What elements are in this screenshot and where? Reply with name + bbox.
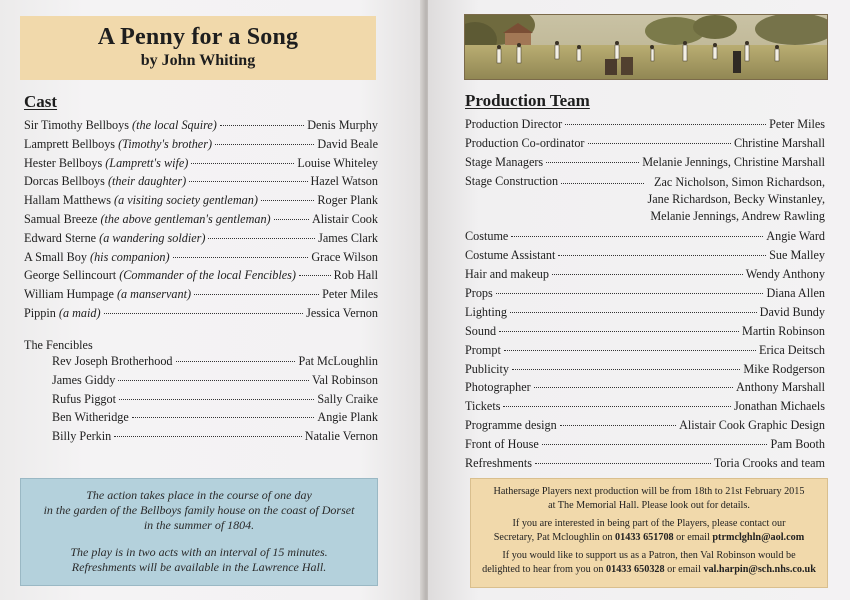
cast-row <box>24 118 378 133</box>
cast-row <box>24 231 378 246</box>
actor-name: Louise Whiteley <box>297 155 378 170</box>
dot-leader <box>510 312 757 313</box>
character-name: Rev Joseph Brotherhood <box>52 354 173 368</box>
character-description: (the local Squire) <box>132 118 217 132</box>
actor-name: Rob Hall <box>333 268 378 283</box>
character-description: (the above gentleman's gentleman) <box>100 212 271 226</box>
production-row <box>465 267 825 282</box>
character-name: Hallam Matthews (a visiting society gentleman) <box>24 193 258 208</box>
cricket-painting <box>464 14 828 80</box>
production-row <box>465 248 825 263</box>
production-member: Diana Allen <box>766 285 825 300</box>
fencible-row <box>52 429 378 444</box>
production-member: Sue Malley <box>769 247 825 262</box>
dot-leader <box>191 163 294 164</box>
character-name: Edward Sterne (a wandering soldier) <box>24 230 206 245</box>
actor-name: David Beale <box>317 136 378 151</box>
character-name: A Small Boy (his companion) <box>24 249 170 264</box>
production-row <box>465 155 825 170</box>
production-role: Tickets <box>465 399 501 414</box>
production-member: Anthony Marshall <box>735 380 825 395</box>
production-role: Costume Assistant <box>465 247 556 262</box>
character-name: Sir Timothy Bellboys (the local Squire) <box>24 118 217 132</box>
actor-name: Roger Plank <box>317 193 378 208</box>
production-row <box>465 362 825 377</box>
actor-name: Jessica Vernon <box>306 306 378 320</box>
patron-phone: 01433 650328 <box>606 563 665 575</box>
character-name: Dorcas Bellboys (their daughter) <box>24 174 187 189</box>
production-member: Erica Deitsch <box>759 342 825 357</box>
character-description: (his companion) <box>90 249 170 264</box>
dot-leader <box>588 143 731 144</box>
dot-leader <box>552 274 743 275</box>
dot-leader <box>208 238 315 239</box>
character-description: (a maid) <box>58 306 101 320</box>
dot-leader <box>114 436 302 437</box>
cast-row <box>24 212 378 227</box>
dot-leader <box>511 236 763 237</box>
actor-name: James Clark <box>318 230 378 245</box>
character-name: Ben Witheridge <box>52 410 129 425</box>
character-name: Lamprett Bellboys (Timothy's brother) <box>24 136 213 151</box>
setting-line: Refreshments will be available in the Lawrence Hall. <box>71 560 327 574</box>
dot-leader <box>561 183 644 184</box>
dot-leader <box>504 350 756 351</box>
fencible-row <box>52 354 378 369</box>
secretary-phone: 01433 651708 <box>615 531 674 543</box>
production-member: Martin Robinson <box>742 323 825 338</box>
production-role: Stage Construction <box>465 173 559 188</box>
production-member: David Bundy <box>759 304 825 319</box>
production-row <box>465 399 825 414</box>
dot-leader <box>542 444 768 445</box>
actor-name: Natalie Vernon <box>304 429 378 444</box>
production-role: Photographer <box>465 380 531 395</box>
dot-leader <box>558 255 766 256</box>
dot-leader <box>194 294 319 295</box>
setting-note <box>20 478 378 586</box>
production-member: Zac Nicholson, Simon Richardson, Jane Richardson, Becky Winstanley, Melanie Jennings, Andrew Rawling <box>647 174 825 223</box>
cast-row <box>24 250 378 265</box>
dot-leader <box>546 162 639 163</box>
play-title: A Penny for a Song <box>97 24 299 50</box>
production-member: Christine Marshall <box>733 135 825 150</box>
dot-leader <box>503 406 731 407</box>
cricket-painting-image <box>465 15 828 80</box>
production-role: Costume <box>465 228 509 243</box>
character-description: (Lamprett's wife) <box>105 155 189 170</box>
fencible-row <box>52 410 378 425</box>
production-member: Jonathan Michaels <box>733 399 825 414</box>
production-member: Melanie Jennings, Christine Marshall <box>642 154 825 169</box>
actor-name: Val Robinson <box>311 372 378 387</box>
play-author: by John Whiting <box>140 52 256 69</box>
character-description: (their daughter) <box>107 174 187 189</box>
character-description: (a visiting society gentleman) <box>114 193 258 208</box>
production-row <box>465 174 825 225</box>
production-role: Programme design <box>465 418 557 433</box>
dot-leader <box>189 181 307 182</box>
cast-row <box>24 137 378 152</box>
cast-row <box>24 268 378 283</box>
character-name: William Humpage (a manservant) <box>24 287 192 302</box>
cast-row <box>24 174 378 189</box>
character-name: James Giddy <box>52 372 116 387</box>
production-role: Production Director <box>465 117 563 131</box>
production-row <box>465 456 825 471</box>
production-role: Front of House <box>465 437 539 452</box>
actor-name: Denis Murphy <box>307 118 378 132</box>
secretary-email[interactable]: ptrmclghln@aol.com <box>712 531 805 543</box>
setting-line: in the summer of 1804. <box>143 518 255 532</box>
setting-line: The play is in two acts with an interval of 15 minutes. <box>70 545 328 559</box>
production-role: Sound <box>465 323 497 338</box>
cast-row <box>24 156 378 171</box>
production-role: Hair and makeup <box>465 266 549 281</box>
character-description: (Timothy's brother) <box>118 136 213 151</box>
production-member: Toria Crooks and team <box>713 456 825 471</box>
setting-line: in the garden of the Bellboys family house on the coast of Dorset <box>43 503 355 517</box>
dot-leader <box>176 361 296 362</box>
production-member: Alistair Cook Graphic Design <box>679 418 825 433</box>
production-row <box>465 418 825 433</box>
dot-leader <box>274 219 309 220</box>
production-row <box>465 117 825 132</box>
production-role: Publicity <box>465 361 510 376</box>
setting-line: The action takes place in the course of one day <box>86 488 312 502</box>
dot-leader <box>104 313 304 314</box>
character-name: Rufus Piggot <box>52 391 116 406</box>
production-member: Pam Booth <box>770 437 825 452</box>
dot-leader <box>132 417 315 418</box>
fencibles-heading: The Fencibles <box>24 338 93 352</box>
production-row <box>465 229 825 244</box>
dot-leader <box>565 124 766 125</box>
fencible-row <box>52 373 378 388</box>
actor-name: Angie Plank <box>317 410 378 425</box>
fencible-row <box>52 392 378 407</box>
character-description: (Commander of the local Fencibles) <box>119 268 296 283</box>
join-text: If you are interested in being part of the Players, please contact our Secretary, Pat Mcloughlin on 01433 651708 or email ptrmclghln@aol.com <box>493 518 805 543</box>
character-name: Pippin (a maid) <box>24 306 101 320</box>
dot-leader <box>496 293 764 294</box>
dot-leader <box>261 200 315 201</box>
production-row <box>465 286 825 301</box>
cast-row <box>24 287 378 302</box>
cast-row <box>24 306 378 321</box>
dot-leader <box>535 463 711 464</box>
production-row <box>465 437 825 452</box>
production-member: Peter Miles <box>769 117 825 131</box>
production-member: Mike Rodgerson <box>743 361 825 376</box>
character-description: (a wandering soldier) <box>99 230 206 245</box>
production-row <box>465 305 825 320</box>
production-row <box>465 343 825 358</box>
dot-leader <box>534 387 733 388</box>
production-row <box>465 380 825 395</box>
actor-name: Pat McLoughlin <box>298 354 378 368</box>
production-member: Wendy Anthony <box>745 266 825 281</box>
actor-name: Hazel Watson <box>310 174 378 189</box>
character-name: Billy Perkin <box>52 429 112 444</box>
dot-leader <box>512 369 740 370</box>
production-row <box>465 136 825 151</box>
patron-text: If you would like to support us as a Patron, then Val Robinson would be delighted to hear from you on 01433 650328 or email val.harpin@sch.nhs.co.uk <box>482 550 816 575</box>
production-role: Production Co-ordinator <box>465 135 585 150</box>
production-heading: Production Team <box>465 91 590 110</box>
character-name: Hester Bellboys (Lamprett's wife) <box>24 155 189 170</box>
production-role: Lighting <box>465 304 507 319</box>
production-role: Refreshments <box>465 456 533 471</box>
actor-name: Peter Miles <box>322 287 378 302</box>
cast-row <box>24 193 378 208</box>
dot-leader <box>118 380 309 381</box>
dot-leader <box>215 144 314 145</box>
next-production-text: Hathersage Players next production will be from 18th to 21st February 2015 at The Memorial Hall. Please look out for details. <box>493 486 805 511</box>
dot-leader <box>299 275 331 276</box>
dot-leader <box>220 125 304 126</box>
production-member: Angie Ward <box>766 228 825 243</box>
character-description: (a manservant) <box>116 287 192 302</box>
production-row <box>465 324 825 339</box>
patron-email[interactable]: val.harpin@sch.nhs.co.uk <box>703 563 816 575</box>
dot-leader <box>173 257 309 258</box>
actor-name: Alistair Cook <box>311 212 378 226</box>
players-note <box>470 478 828 588</box>
production-role: Props <box>465 285 493 300</box>
actor-name: Sally Craike <box>317 391 378 406</box>
actor-name: Grace Wilson <box>311 249 378 264</box>
production-role: Prompt <box>465 342 501 357</box>
character-name: Samual Breeze (the above gentleman's gentleman) <box>24 212 271 226</box>
dot-leader <box>560 425 676 426</box>
title-box <box>20 16 376 80</box>
production-role: Stage Managers <box>465 154 544 169</box>
character-name: George Sellincourt (Commander of the local Fencibles) <box>24 268 296 283</box>
dot-leader <box>499 331 739 332</box>
dot-leader <box>119 399 314 400</box>
cast-heading: Cast <box>24 92 58 111</box>
